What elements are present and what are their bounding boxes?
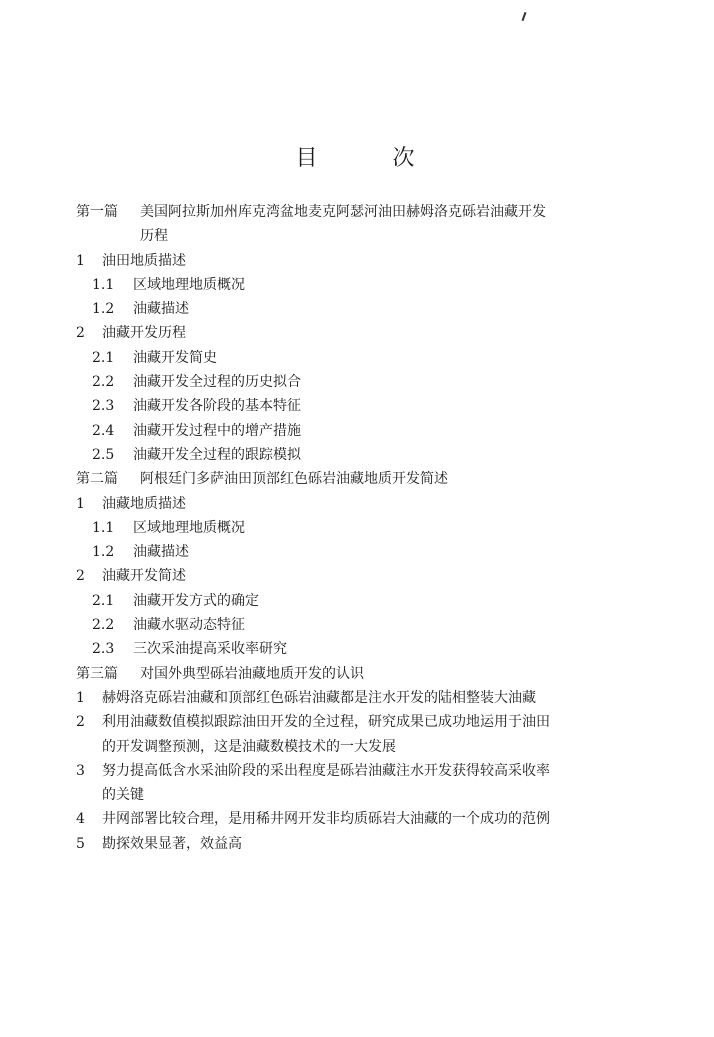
toc-entry-text: 历程	[140, 228, 168, 245]
toc-entry-text: 油藏开发历程	[102, 325, 186, 342]
toc-entry-text: 油藏开发简史	[133, 349, 217, 366]
toc-number: 2.2	[92, 617, 115, 634]
toc-number: 第一篇	[76, 204, 118, 220]
toc-number: 第二篇	[76, 471, 118, 488]
scan-mark	[522, 12, 527, 21]
toc-section	[76, 249, 636, 273]
toc-number: 2	[76, 714, 85, 731]
toc-continuation	[76, 735, 636, 759]
toc-entry-text: 油藏水驱动态特征	[133, 617, 245, 634]
toc-number: 2.5	[92, 446, 115, 463]
toc-subsection	[76, 346, 636, 370]
toc-part-heading	[76, 200, 636, 224]
toc-entry-text: 油藏开发简述	[102, 568, 186, 585]
toc-entry-text: 三次采油提高采收率研究	[133, 641, 287, 658]
toc-subsection	[76, 419, 636, 443]
toc-entry-text: 的关键	[102, 787, 144, 804]
toc-section	[76, 759, 636, 783]
toc-subsection	[76, 443, 636, 467]
toc-number: 2.3	[92, 398, 115, 415]
toc-subsection	[76, 589, 636, 613]
toc-number: 1	[76, 689, 85, 706]
toc-number: 2.2	[92, 374, 115, 391]
toc-number: 1	[76, 252, 85, 269]
toc-subsection	[76, 637, 636, 661]
toc-entry-text: 油藏描述	[133, 301, 189, 318]
toc-number: 1.2	[92, 301, 115, 318]
toc-entry-text: 阿根廷门多萨油田顶部红色砾岩油藏地质开发简述	[140, 471, 448, 488]
toc-subsection	[76, 516, 636, 540]
toc-entry-text: 油藏开发各阶段的基本特征	[133, 398, 301, 415]
toc-entry-text: 利用油藏数值模拟跟踪油田开发的全过程，研究成果已成功地运用于油田	[102, 714, 550, 731]
toc-section	[76, 710, 636, 734]
toc-number: 第三篇	[76, 665, 118, 682]
toc-number: 1.1	[92, 276, 115, 293]
toc-entry-text: 努力提高低含水采油阶段的采出程度是砾岩油藏注水开发获得较高采收率	[102, 762, 550, 779]
toc-entry-text: 赫姆洛克砾岩油藏和顶部红色砾岩油藏都是注水开发的陆相整装大油藏	[102, 689, 536, 706]
toc-entry-text: 油藏开发全过程的历史拟合	[133, 374, 301, 391]
toc-section	[76, 807, 636, 831]
toc-number: 2.4	[92, 422, 115, 439]
toc-number: 2	[76, 325, 85, 342]
toc-continuation	[76, 224, 636, 248]
toc-number: 3	[76, 762, 85, 779]
toc-number: 4	[76, 811, 85, 828]
toc-section	[76, 832, 636, 856]
toc-number: 2.1	[92, 349, 115, 366]
toc-section	[76, 492, 636, 516]
table-of-contents	[76, 200, 636, 856]
toc-number: 2.3	[92, 641, 115, 658]
toc-entry-text: 对国外典型砾岩油藏地质开发的认识	[140, 665, 364, 682]
toc-entry-text: 油藏描述	[133, 544, 189, 561]
toc-section	[76, 321, 636, 345]
toc-subsection	[76, 370, 636, 394]
toc-entry-text: 油藏开发方式的确定	[133, 592, 259, 609]
toc-entry-text: 油藏开发全过程的跟踪模拟	[133, 446, 301, 463]
toc-number: 5	[76, 835, 85, 852]
toc-entry-text: 油藏开发过程中的增产措施	[133, 422, 301, 439]
toc-part-heading	[76, 662, 636, 686]
toc-section	[76, 686, 636, 710]
toc-number: 2	[76, 568, 85, 585]
toc-subsection	[76, 297, 636, 321]
toc-section	[76, 564, 636, 588]
toc-subsection	[76, 273, 636, 297]
toc-entry-text: 区域地理地质概况	[133, 519, 245, 536]
toc-number: 1	[76, 495, 85, 512]
toc-number: 1.2	[92, 544, 115, 561]
toc-number: 2.1	[92, 592, 115, 609]
toc-entry-text: 勘探效果显著，效益高	[102, 835, 242, 852]
toc-entry-text: 美国阿拉斯加州库克湾盆地麦克阿瑟河油田赫姆洛克砾岩油藏开发	[140, 204, 546, 220]
toc-entry-text: 的开发调整预测，这是油藏数模技术的一大发展	[102, 738, 396, 755]
page-title: 目 次	[295, 146, 449, 171]
toc-part-heading	[76, 467, 636, 491]
toc-entry-text: 油田地质描述	[102, 252, 186, 269]
toc-entry-text: 区域地理地质概况	[133, 276, 245, 293]
toc-entry-text: 油藏地质描述	[102, 495, 186, 512]
toc-subsection	[76, 613, 636, 637]
toc-continuation	[76, 783, 636, 807]
toc-number: 1.1	[92, 519, 115, 536]
toc-entry-text: 井网部署比较合理，是用稀井网开发非均质砾岩大油藏的一个成功的范例	[102, 811, 550, 828]
toc-subsection	[76, 540, 636, 564]
toc-subsection	[76, 394, 636, 418]
